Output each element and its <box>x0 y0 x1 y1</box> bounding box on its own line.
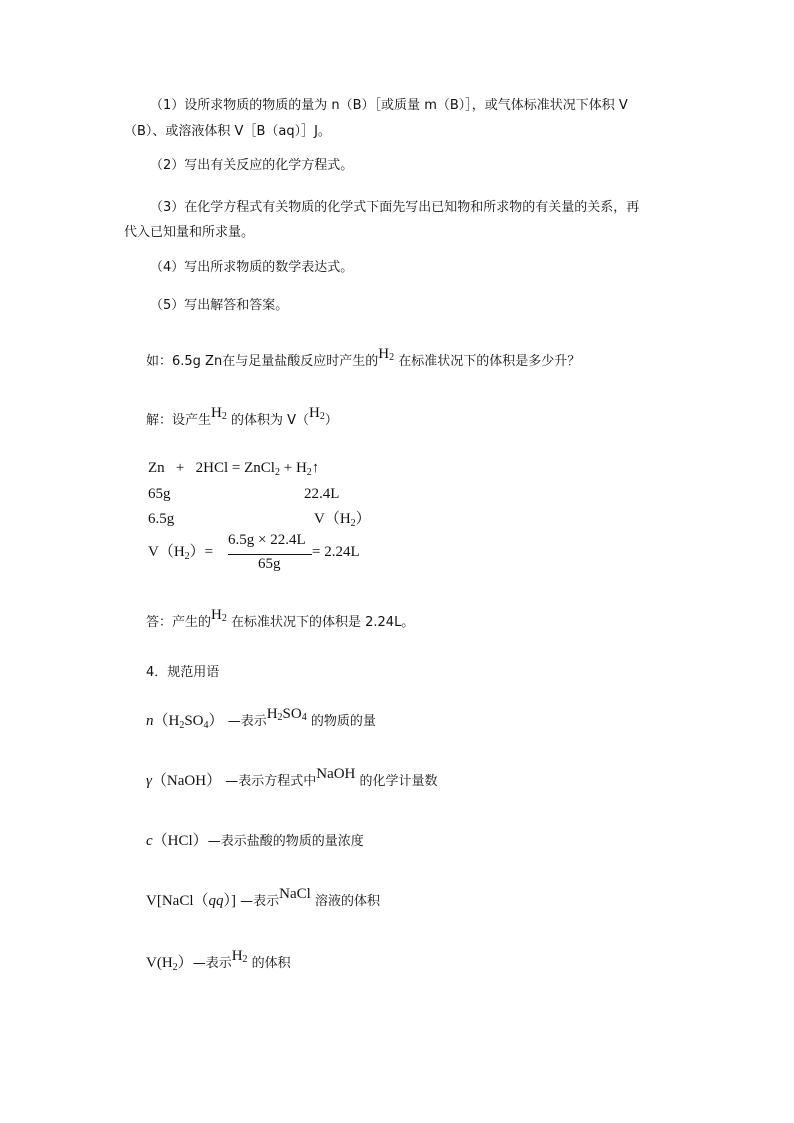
solution-h2-formula: $H_2$ <box>211 405 227 422</box>
step-4: （4）写出所求物质的数学表达式。 <box>150 260 354 275</box>
calc-result: = 2.24L <box>312 544 360 560</box>
fraction-numerator: 6.5g × 22.4L <box>228 532 306 548</box>
term-desc: —表示NaCl 溶液的体积 <box>240 886 380 909</box>
term-formula: $(H_2SO_4)$ <box>153 713 224 731</box>
calc-lhs: $V(H_2)=$ <box>148 544 214 562</box>
solution-h2-formula-2: $H_2$ <box>309 405 325 422</box>
step-1-line-1: （1）设所求物质的物质的量为 n（B）［或质量 m（B）］，或气体标准状况下体积 V <box>150 98 628 113</box>
term-symbol: V <box>146 955 157 971</box>
calc-fraction <box>228 532 318 578</box>
step-3-line-2: 代入已知量和所求量。 <box>124 225 255 240</box>
step-2: （2）写出有关反应的化学方程式。 <box>150 158 354 173</box>
term-formula: （HCl） <box>152 833 208 849</box>
term-formula: （NaOH） <box>151 773 222 789</box>
solution-text-mid: 的体积为 V（ <box>226 413 310 428</box>
term-desc: —表示盐酸的物质的量浓度 <box>207 834 364 849</box>
equation-row-2-right: $V(H_2)$ <box>314 511 371 529</box>
term-symbol: c <box>146 833 153 849</box>
term-symbol: V <box>146 893 157 909</box>
term-desc: —表示$H_2SO_4$ 的物质的量 <box>227 706 376 729</box>
equation-row-1-left: 65g <box>148 486 171 502</box>
term-formula: $(H_2)$ <box>156 955 193 973</box>
chemical-equation: Zn + 2HCl = ZnCl$_2$ + $H_2↑$ <box>148 460 320 478</box>
term-c-hcl <box>146 832 364 851</box>
question-h2-formula: $H_2$ <box>378 346 395 363</box>
fraction-bar <box>228 554 312 555</box>
term-v-h2 <box>146 948 291 973</box>
answer <box>146 607 415 632</box>
term-v-nacl <box>146 886 380 911</box>
section-heading: 4．规范用语 <box>146 665 220 680</box>
solution-text-post: ） <box>324 413 338 428</box>
example-question <box>146 346 581 371</box>
solution-setup <box>146 405 338 430</box>
question-text-pre: 如：6.5g Zn在与足量盐酸反应时产生的 <box>146 354 379 369</box>
term-formula: [NaCl（qq）] <box>156 893 237 909</box>
answer-text-post: 在标准状况下的体积是 2.24L。 <box>226 615 415 630</box>
term-desc: —表示$H_2$ 的体积 <box>192 948 291 971</box>
step-5: （5）写出解答和答案。 <box>150 298 289 313</box>
answer-h2-formula: $H_2$ <box>211 607 227 624</box>
step-3-line-1: （3）在化学方程式有关物质的化学式下面先写出已知物和所求物的有关量的关系，再 <box>150 200 640 215</box>
equation-row-2-left: 6.5g <box>148 511 175 527</box>
answer-text-pre: 答：产生的 <box>146 615 212 630</box>
fraction-denominator: 65g <box>258 556 281 572</box>
term-gamma-naoh <box>146 766 438 791</box>
term-desc: —表示方程式中NaOH 的化学计量数 <box>225 766 438 789</box>
solution-text-pre: 解：设产生 <box>146 413 212 428</box>
question-text-post: 在标准状况下的体积是多少升？ <box>394 354 581 369</box>
step-1-line-2: （B）、或溶液体积 V［B（aq）］J。 <box>124 124 331 139</box>
term-symbol: γ <box>146 773 152 789</box>
term-symbol: n <box>146 713 154 729</box>
equation-row-1-right: 22.4L <box>304 486 340 502</box>
term-n-h2so4 <box>146 706 376 731</box>
